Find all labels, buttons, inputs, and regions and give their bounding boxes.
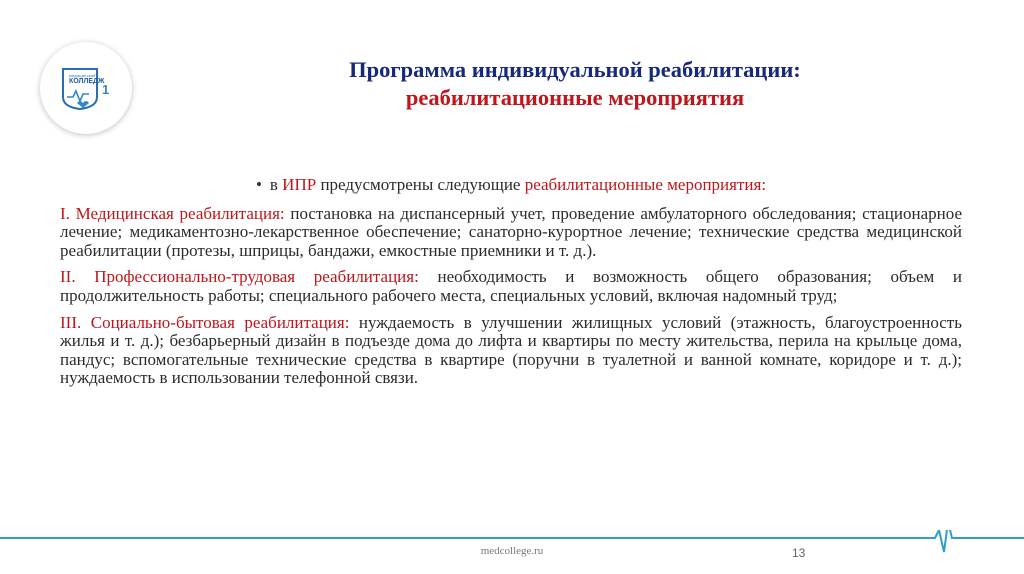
bullet-pre: в xyxy=(269,175,283,194)
item-text: постановка на диспансерный учет, проведение амбулаторного обследования; стационарное лечение; медикаментозно-лекарственное обеспечение; санаторно-курортное лечение; технические средства медицинской реабилитации (протезы, шприцы, бандажи, емкостные приемники и т. д.). xyxy=(60,203,962,260)
college-logo xyxy=(40,42,132,134)
logo-big-text: КОЛЛЕДЖ xyxy=(69,78,105,85)
title-line-2: реабилитационные мероприятия xyxy=(405,85,745,110)
item-text: нуждаемость в улучшении жилищных условий (этажность, благоустроенность жилья и т. д.); безбарьерный дизайн в подъезде дома до лифта и квартиры по месту жительства, перила на крыльце дома, пандус; вспомогательные технические средства в квартире (поручни в туалетной и ванной комнате, коридоре и т. д.); нуждаемость в использовании телефонной связи. xyxy=(60,312,962,388)
slide-title xyxy=(180,56,970,112)
page-number: 13 xyxy=(792,546,806,560)
footer-site: medcollege.ru xyxy=(480,545,544,557)
item-medical xyxy=(60,205,962,261)
slide-content xyxy=(60,176,962,396)
logo-number: 1 xyxy=(102,82,110,97)
item-label: I. Медицинская реабилитация: xyxy=(60,203,285,223)
item-label: III. Социально-бытовая реабилитация: xyxy=(60,312,350,332)
logo-small-text: медицинский xyxy=(69,73,96,78)
item-text: необходимость и возможность общего образования; объем и продолжительность работы; специального рабочего места, специальных условий, включая надомный труд; xyxy=(60,267,963,305)
bullet-ipr: ИПР xyxy=(282,175,317,194)
bullet-dot-icon: • xyxy=(255,175,262,194)
bullet-line xyxy=(60,176,962,195)
bullet-mid: предусмотрены следующие xyxy=(316,175,525,194)
title-line-1: Программа индивидуальной реабилитации: xyxy=(349,57,801,82)
item-label: II. Профессионально-трудовая реабилитация: xyxy=(60,267,419,287)
item-social xyxy=(60,314,962,388)
bullet-highlight: реабилитационные мероприятия: xyxy=(524,175,767,194)
item-professional xyxy=(60,268,962,305)
